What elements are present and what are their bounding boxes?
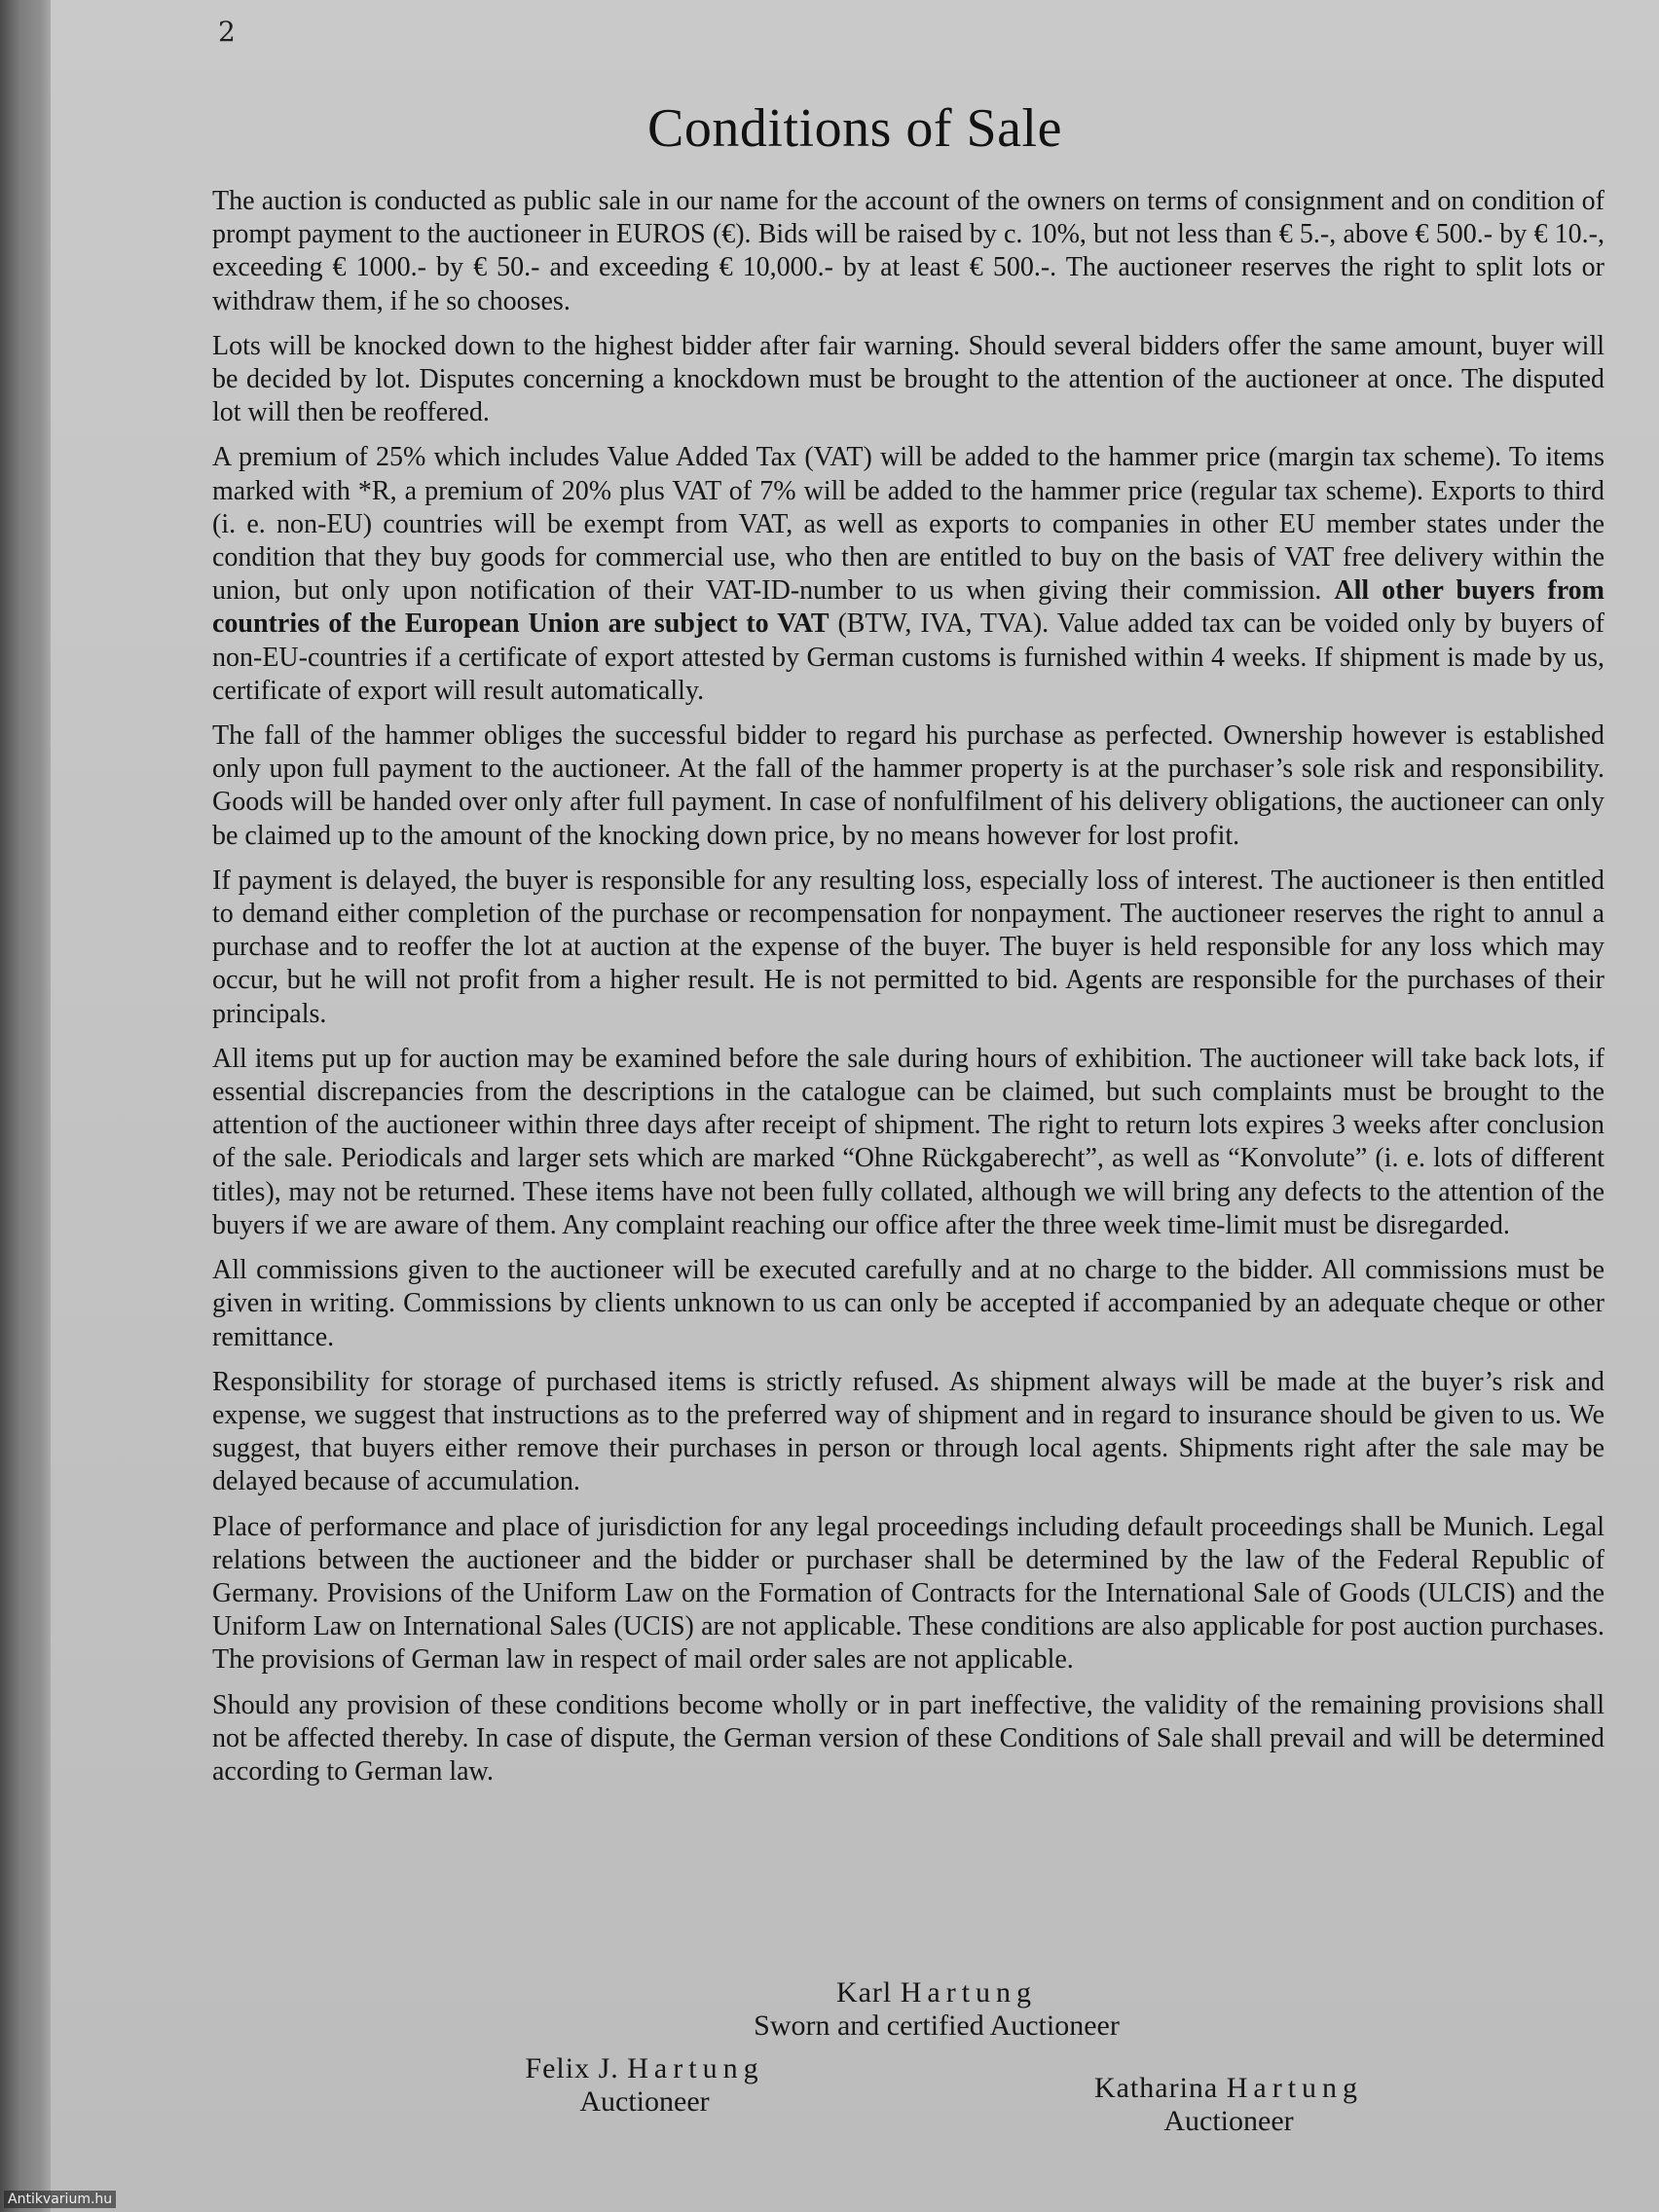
catalogue-page: [51, 0, 1659, 2212]
signature-name: Felix J. Hartung: [525, 2052, 764, 2084]
page-title: Conditions of Sale: [647, 98, 1062, 159]
signatures: [51, 1976, 1659, 2191]
paragraph-commissions: All commissions given to the auctioneer will be executed carefully and at no charge to the bidder. All commissions must be given in writing. Commissions by clients unknown to us can only be accepted if accompanied by an adequate cheque or other remittance.: [212, 1255, 1604, 1352]
signature-role: Sworn and certified Auctioneer: [754, 2009, 1120, 2042]
signature-name: Katharina Hartung: [1093, 2072, 1364, 2104]
vat-text-after: (BTW, IVA, TVA). Value added tax can be voided only by buyers of non-EU-countries if a certificate of export attested by German customs is furnished within 4 weeks. If shipment is made by us, certificate of export will result automatically.: [212, 608, 1605, 706]
paragraph-bidding: The auction is conducted as public sale in our name for the account of the owners on terms of consignment and on condition of prompt payment to the auctioneer in EUROS (€). Bids will be raised by c. 10%, but not less than € 5.-, above € 500.- by € 10.-, exceeding € 1000.- by € 50.- and exceeding € 10,000.- by at least € 500.-. The auctioneer reserves the right to split lots or withdraw them, if he so chooses.: [212, 186, 1604, 316]
signature-role: Auctioneer: [1163, 2105, 1294, 2137]
watermark: Antikvarium.hu: [4, 2191, 116, 2208]
signature-karl-hartung: [674, 1976, 1199, 2043]
conditions-body: [212, 185, 1604, 1800]
page-number: 2: [218, 16, 236, 48]
paragraph-storage: Responsibility for storage of purchased items is strictly refused. As shipment always will be made at the buyer’s risk and expense, we suggest that instructions as to the preferred way of shipment and in regard to insurance should be given to us. We suggest, that buyers either remove their purchases in person or through local agents. Shipments right after the sale may be delayed because of accumulation.: [212, 1366, 1604, 1497]
signature-name: Karl Hartung: [835, 1976, 1038, 2009]
paragraph-severability: Should any provision of these conditions become wholly or in part ineffective, the validity of the remaining provisions shall not be affected thereby. In case of dispute, the German version of these Conditions of Sale shall prevail and will be determined according to German law.: [212, 1689, 1604, 1787]
paragraph-returns: All items put up for auction may be examined before the sale during hours of exhibition. The auctioneer will take back lots, if essential discrepancies from the descriptions in the catalogue can be claimed, but such complaints must be brought to the attention of the auctioneer within three days after receipt of shipment. The right to return lots expires 3 weeks after conclusion of the sale. Periodicals and larger sets which are marked “Ohne Rückgaberecht”, as well as “Konvolute” (i. e. lots of different titles), may not be returned. These items have not been fully collated, although we will bring any defects to the attention of the buyers if we are aware of them. Any complaint reaching our office after the three week time-limit must be disregarded.: [212, 1043, 1604, 1240]
paragraph-jurisdiction: Place of performance and place of jurisdiction for any legal proceedings including default proceedings shall be Munich. Legal relations between the auctioneer and the bidder or purchaser shall be determined by the law of the Federal Republic of Germany. Provisions of the Uniform Law on the Formation of Contracts for the International Sale of Goods (ULCIS) and the Uniform Law on International Sales (UCIS) are not applicable. These conditions are also applicable for post auction purchases. The provisions of German law in respect of mail order sales are not applicable.: [212, 1511, 1604, 1676]
signature-katharina-hartung: [1005, 2072, 1453, 2138]
paragraph-payment-delay: If payment is delayed, the buyer is responsible for any resulting loss, especially loss of interest. The auctioneer is then entitled to demand either completion of the purchase or recompensation for nonpayment. The auctioneer reserves the right to annul a purchase and to reoffer the lot at auction at the expense of the buyer. The buyer is held responsible for any loss which may occur, but he will not profit from a higher result. He is not permitted to bid. Agents are responsible for the purchases of their principals.: [212, 865, 1604, 1029]
paragraph-vat: [212, 441, 1604, 708]
paragraph-ownership: The fall of the hammer obliges the successful bidder to regard his purchase as perfected. Ownership however is established only upon full payment to the auctioneer. At the fall of the hammer property is at the purchaser’s sole risk and responsibility. Goods will be handed over only after full payment. In case of nonfulfilment of his delivery obligations, the auctioneer can only be claimed up to the amount of the knocking down price, by no means however for lost profit.: [212, 720, 1604, 851]
signature-role: Auctioneer: [579, 2085, 710, 2118]
signature-felix-hartung: [460, 2052, 830, 2119]
book-gutter: [0, 0, 51, 2212]
vat-bold-notice: All other buyers from countries of the European Union are subject to VAT: [212, 575, 1604, 640]
vat-text-before: A premium of 25% which includes Value Added Tax (VAT) will be added to the hammer price (margin tax scheme). To items marked with *R, a premium of 20% plus VAT of 7% will be added to the hammer price (regular tax scheme). Exports to third (i. e. non-EU) countries will be exempt from VAT, as well as exports to companies in other EU member states under the condition that they buy goods for commercial use, who then are entitled to buy on the basis of VAT free delivery within the union, but only upon notification of their VAT-ID-number to us when giving their commission.: [212, 442, 1604, 607]
paragraph-knockdown: Lots will be knocked down to the highest bidder after fair warning. Should several bidders offer the same amount, buyer will be decided by lot. Disputes concerning a knockdown must be brought to the attention of the auctioneer at once. The disputed lot will then be reoffered.: [212, 330, 1604, 428]
